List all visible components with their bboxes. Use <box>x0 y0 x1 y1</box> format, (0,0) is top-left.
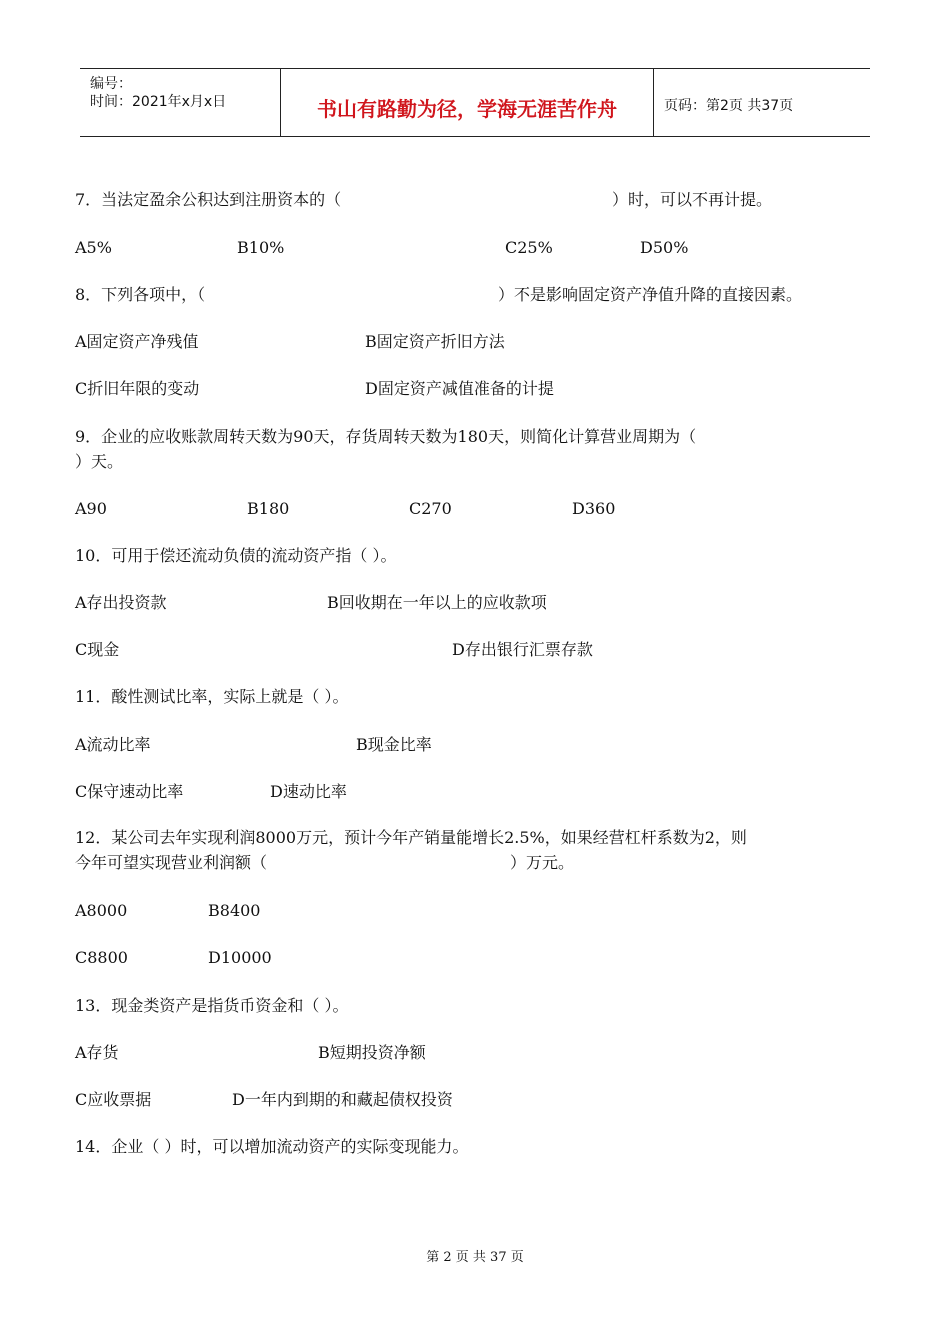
question-7-option-a: A5% <box>75 238 112 257</box>
question-9-option-b: B180 <box>247 499 290 518</box>
question-11-option-d: D速动比率 <box>270 782 347 801</box>
header-page-cell <box>654 69 870 136</box>
question-9-stem-line-2: ）天。 <box>75 452 124 471</box>
question-11-option-b: B现金比率 <box>356 735 432 754</box>
question-7-stem-end: ）时，可以不再计提。 <box>612 190 773 209</box>
question-13-option-b: B短期投资净额 <box>318 1043 426 1062</box>
question-7-option-d: D50% <box>640 238 689 257</box>
question-11-option-c: C保守速动比率 <box>75 782 184 801</box>
question-8-stem-end: ）不是影响固定资产净值升降的直接因素。 <box>498 285 803 304</box>
question-9-option-d: D360 <box>572 499 616 518</box>
question-7-stem-start: 7．当法定盈余公积达到注册资本的（ <box>75 190 342 209</box>
question-7-option-b: B10% <box>237 238 285 257</box>
question-12-option-d: D10000 <box>208 948 272 967</box>
question-12-stem-line-2-start: 今年可望实现营业利润额（ <box>75 853 268 872</box>
question-13-option-a: A存货 <box>75 1043 119 1062</box>
question-12-option-c: C8800 <box>75 948 128 967</box>
header-motto: 书山有路勤为径，学海无涯苦作舟 <box>317 97 617 121</box>
question-9-stem-line-1: 9．企业的应收账款周转天数为90天，存货周转天数为180天，则简化计算营业周期为（ <box>75 427 697 446</box>
document-date: 时间：2021年x月x日 <box>90 94 227 110</box>
question-8-option-c: C折旧年限的变动 <box>75 379 200 398</box>
question-9-option-c: C270 <box>409 499 452 518</box>
page-footer: 第 2 页 共 37 页 <box>426 1250 524 1265</box>
question-10-stem: 10．可用于偿还流动负债的流动资产指（ ）。 <box>75 546 397 565</box>
question-10-option-a: A存出投资款 <box>75 593 167 612</box>
question-9-option-a: A90 <box>75 499 107 518</box>
question-14-stem: 14．企业（ ）时，可以增加流动资产的实际变现能力。 <box>75 1137 469 1156</box>
question-11-stem: 11．酸性测试比率，实际上就是（ ）。 <box>75 687 349 706</box>
question-13-option-c: C应收票据 <box>75 1090 152 1109</box>
question-8-stem-start: 8．下列各项中，（ <box>75 285 206 304</box>
header-left-cell <box>80 69 281 136</box>
question-13-stem: 13．现金类资产是指货币资金和（ ）。 <box>75 996 349 1015</box>
question-12-stem-line-2-end: ）万元。 <box>510 853 575 872</box>
question-8-option-b: B固定资产折旧方法 <box>365 332 505 351</box>
question-10-option-d: D存出银行汇票存款 <box>452 640 593 659</box>
question-12-option-b: B8400 <box>208 901 261 920</box>
header-page-info: 页码：第2页 共37页 <box>664 98 794 114</box>
question-10-option-c: C现金 <box>75 640 120 659</box>
page-header <box>80 68 870 137</box>
question-12-stem-line-1: 12．某公司去年实现利润8000万元，预计今年产销量能增长2.5%，如果经营杠杆系数为2，则 <box>75 828 747 847</box>
question-8-option-d: D固定资产减值准备的计提 <box>365 379 554 398</box>
question-8-option-a: A固定资产净残值 <box>75 332 199 351</box>
question-13-option-d: D一年内到期的和藏起债权投资 <box>232 1090 453 1109</box>
document-number-label: 编号： <box>90 76 132 92</box>
header-motto-cell <box>281 69 654 136</box>
question-7-option-c: C25% <box>505 238 553 257</box>
question-10-option-b: B回收期在一年以上的应收款项 <box>327 593 547 612</box>
question-11-option-a: A流动比率 <box>75 735 151 754</box>
question-12-option-a: A8000 <box>75 901 128 920</box>
